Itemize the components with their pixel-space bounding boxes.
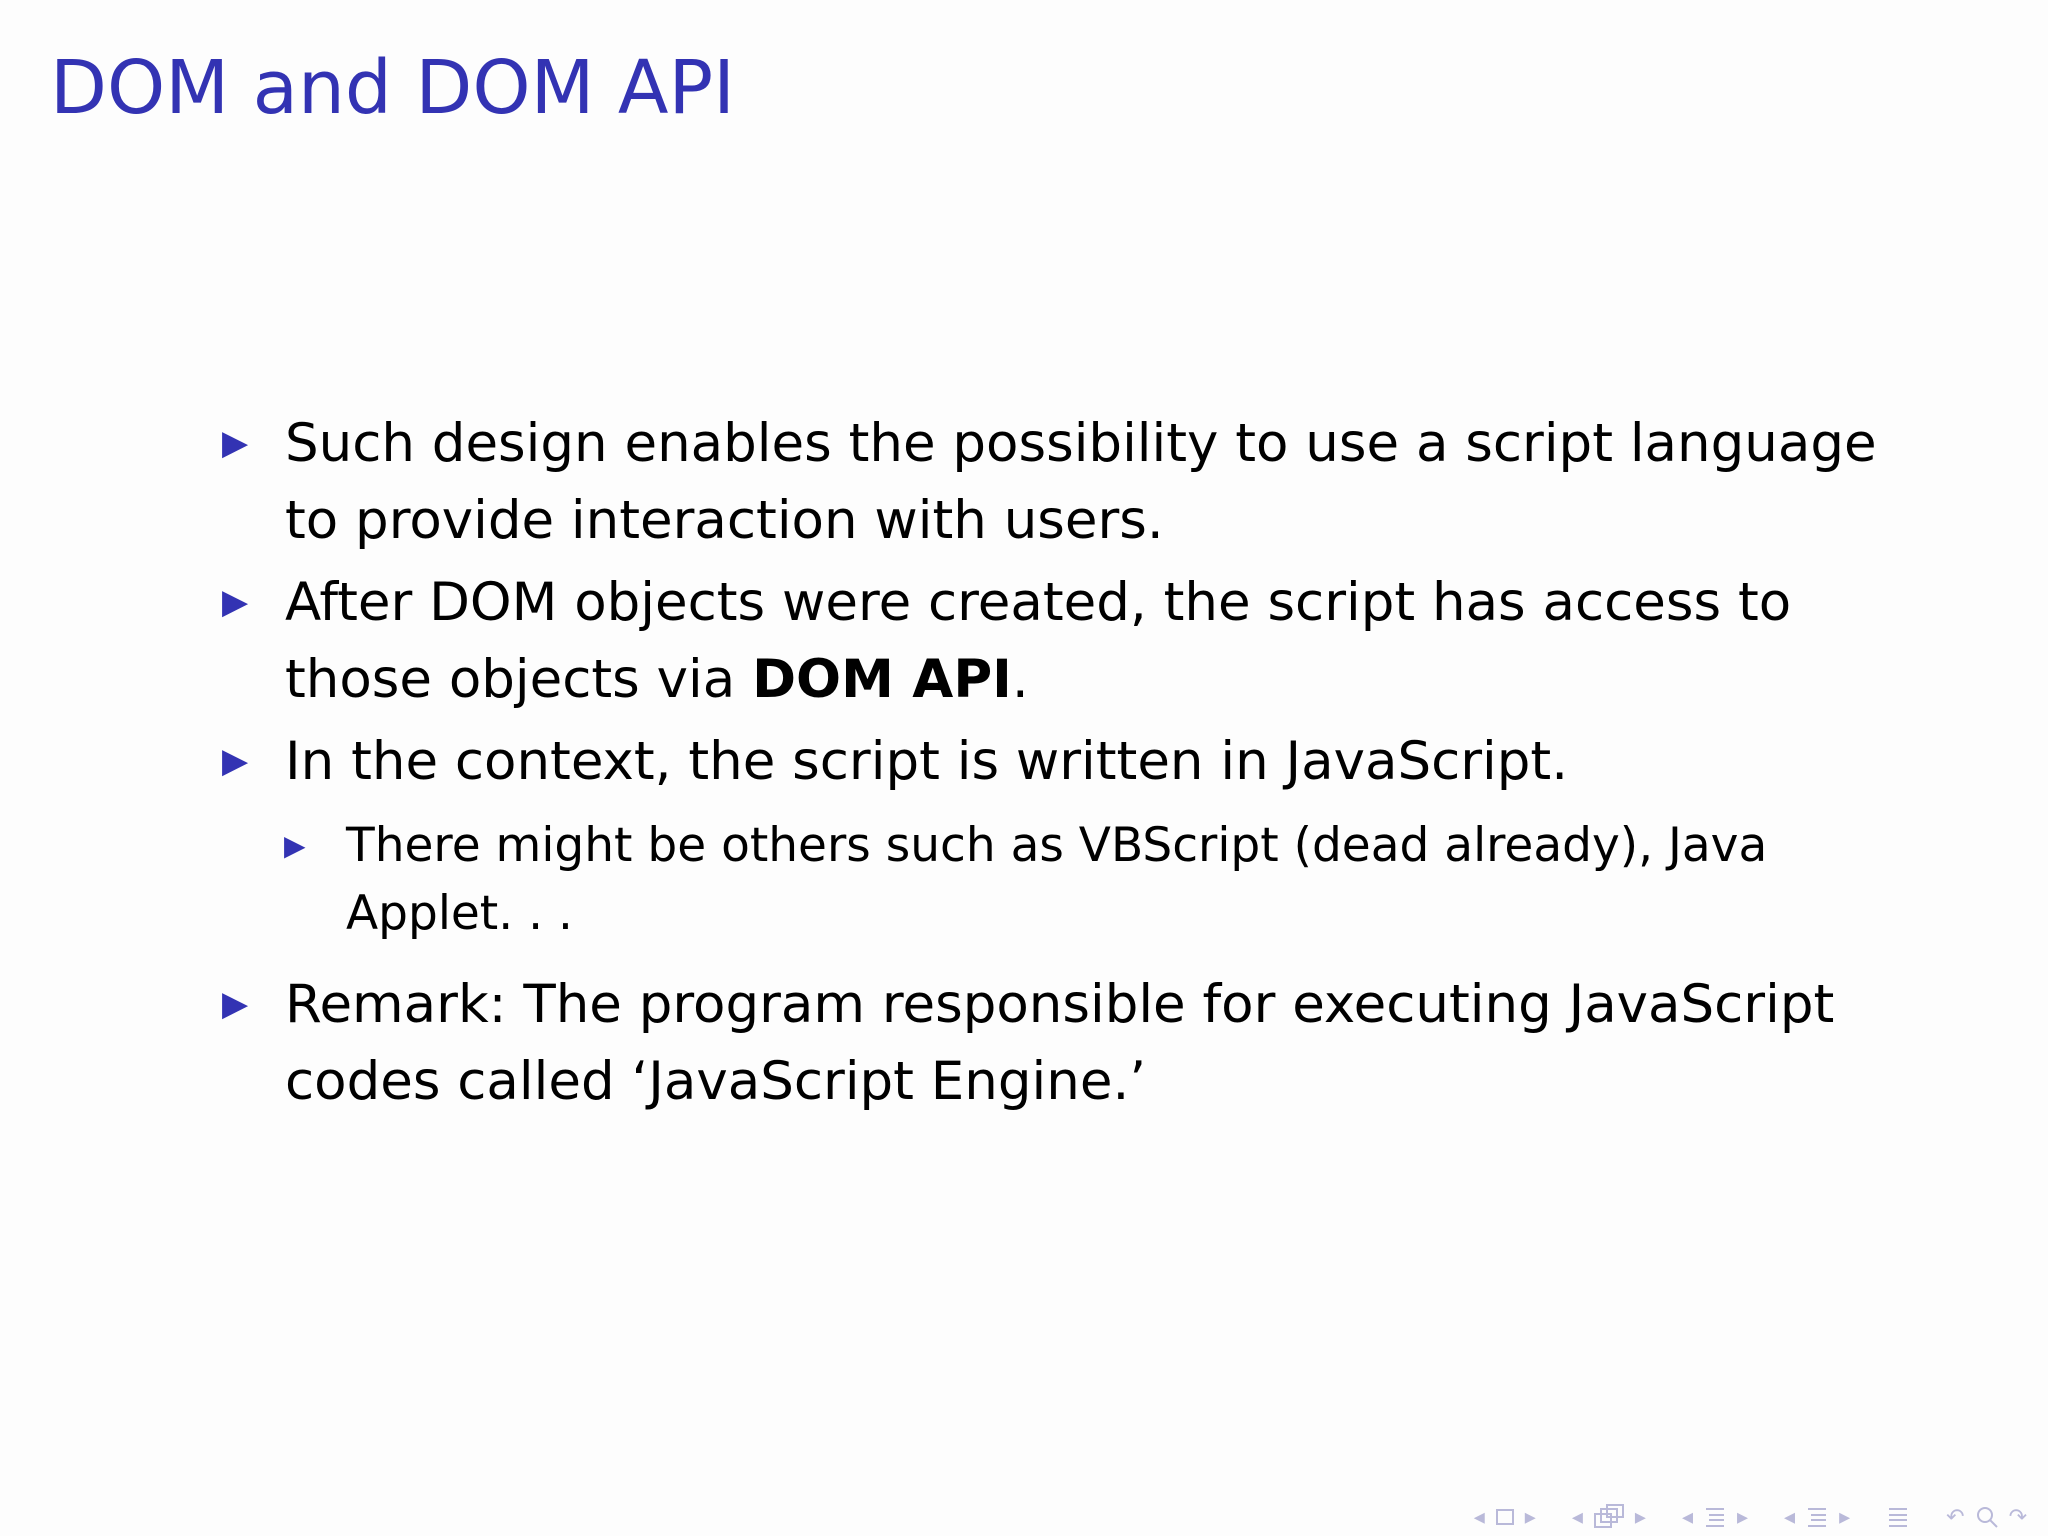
frame-icon[interactable] — [1495, 1508, 1515, 1526]
nav-presentation-group — [1779, 1505, 1855, 1530]
bullet-triangle-icon: ▶ — [222, 741, 249, 781]
subsection-icon[interactable] — [1593, 1504, 1625, 1530]
slide-title: DOM and DOM API — [50, 45, 736, 131]
nav-section-group — [1677, 1505, 1753, 1530]
nav-align-group — [1881, 1505, 1915, 1529]
sub-bullet-text-1: There might be others such as VBScript (dead already), Java Applet. . . — [346, 818, 1768, 941]
bullet-triangle-icon: ▶ — [222, 423, 249, 463]
bullet-text-1: Such design enables the possibility to use a script language to provide interaction with users. — [285, 413, 1877, 551]
forward-icon[interactable]: ↷ — [2008, 1504, 2027, 1530]
prev-icon[interactable]: ◂ — [1571, 1504, 1583, 1530]
nav-subsection-group — [1567, 1504, 1651, 1530]
section-icon[interactable] — [1703, 1505, 1727, 1529]
bullet-list — [222, 405, 1902, 1125]
nav-frame-group — [1469, 1505, 1541, 1530]
next-icon[interactable]: ▸ — [1736, 1504, 1749, 1530]
back-icon[interactable]: ↶ — [1946, 1504, 1965, 1530]
prev-icon[interactable]: ◂ — [1681, 1504, 1693, 1530]
bullet-item-2 — [222, 564, 1902, 718]
sub-bullet-triangle-icon: ▶ — [284, 829, 306, 862]
bullet-item-1 — [222, 405, 1902, 559]
sub-bullet-item-1 — [222, 812, 1902, 948]
bullet-item-3 — [222, 723, 1902, 948]
beamer-navigation — [1443, 1504, 2032, 1530]
next-icon[interactable]: ▸ — [1839, 1504, 1851, 1530]
bullet-text-2-bold: DOM API — [752, 649, 1012, 710]
prev-icon[interactable]: ◂ — [1784, 1504, 1796, 1530]
bullet-triangle-icon: ▶ — [222, 582, 249, 622]
presentation-icon[interactable] — [1805, 1505, 1829, 1529]
prev-icon[interactable]: ◂ — [1473, 1504, 1485, 1530]
bullet-text-3: In the context, the script is written in JavaScript. — [285, 731, 1569, 792]
next-icon[interactable]: ▸ — [1524, 1504, 1536, 1530]
bullet-item-4 — [222, 966, 1902, 1120]
nav-search-group — [1941, 1505, 2032, 1530]
bullet-text-2-before: After DOM objects were created, the script has access to those objects via — [285, 572, 1792, 710]
bullet-text-4: Remark: The program responsible for executing JavaScript codes called ‘JavaScript Engine.’ — [285, 974, 1835, 1112]
sub-bullet-list — [285, 812, 1902, 948]
next-icon[interactable]: ▸ — [1634, 1504, 1646, 1530]
search-icon[interactable] — [1975, 1505, 1999, 1529]
bullet-triangle-icon: ▶ — [222, 984, 249, 1024]
align-icon[interactable] — [1886, 1505, 1910, 1529]
bullet-text-2-after: . — [1011, 649, 1029, 710]
